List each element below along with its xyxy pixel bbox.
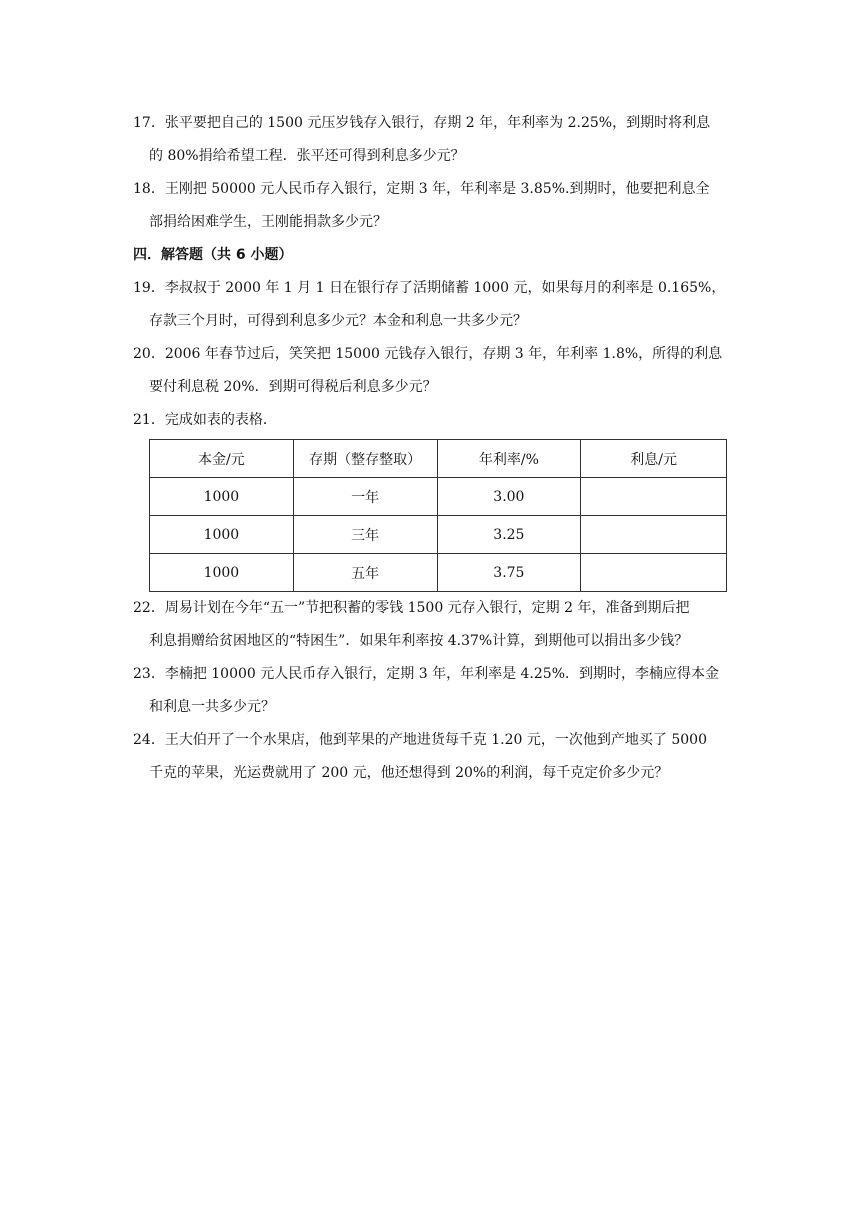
- table-header-cell: 本金/元: [150, 440, 294, 478]
- table-row: [150, 516, 727, 554]
- table-cell: 三年: [293, 516, 437, 554]
- question-20: [133, 338, 733, 404]
- question-text: 2006 年春节过后，笑笑把 15000 元钱存入银行，存期 3 年，年利率 1.8%，所得的利息: [164, 346, 723, 362]
- question-text: 周易计划在今年“五一”节把积蓄的零钱 1500 元存入银行，定期 2 年，准备到期后把: [164, 600, 690, 616]
- question-number: 17．: [133, 115, 165, 131]
- question-text-cont: 部捐给困难学生，王刚能捐款多少元？: [149, 214, 387, 230]
- question-text-cont: 和利息一共多少元？: [149, 699, 275, 715]
- question-number: 18．: [133, 181, 165, 197]
- table-header-cell: 利息/元: [581, 440, 727, 478]
- table-cell: 一年: [293, 478, 437, 516]
- question-text-cont: 千克的苹果，光运费就用了 200 元，他还想得到 20%的利润，每千克定价多少元？: [149, 765, 669, 781]
- question-number: 24．: [133, 732, 165, 748]
- question-17: [133, 107, 733, 173]
- question-text-cont: 要付利息税 20%．到期可得税后利息多少元？: [149, 379, 437, 395]
- question-text: 王大伯开了一个水果店，他到苹果的产地进货每千克 1.20 元，一次他到产地买了 5000: [164, 732, 707, 748]
- table-header-row: [150, 440, 727, 478]
- question-number: 19．: [133, 280, 165, 296]
- interest-table: [149, 439, 727, 592]
- question-text: 李叔叔于 2000 年 1 月 1 日在银行存了活期储蓄 1000 元，如果每月的利率是 0.165%，: [164, 280, 726, 296]
- table-cell-blank: [581, 478, 727, 516]
- table-header-cell: 存期（整存整取）: [293, 440, 437, 478]
- question-24: [133, 724, 733, 790]
- question-text: 完成如表的表格．: [164, 412, 277, 428]
- table-cell: 3.00: [437, 478, 581, 516]
- table-cell: 3.25: [437, 516, 581, 554]
- table-cell-blank: [581, 516, 727, 554]
- question-text: 李楠把 10000 元人民币存入银行，定期 3 年，年利率是 4.25%．到期时，李楠应得本金: [164, 666, 719, 682]
- question-number: 20．: [133, 346, 165, 362]
- question-21: [133, 404, 733, 437]
- table-cell: 五年: [293, 554, 437, 592]
- table-header-cell: 年利率/%: [437, 440, 581, 478]
- section-title: 四．解答题（共 6 小题）: [133, 247, 293, 263]
- question-text-cont: 的 80%捐给希望工程．张平还可得到利息多少元？: [149, 148, 465, 164]
- question-19: [133, 272, 733, 338]
- question-number: 23．: [133, 666, 165, 682]
- table-cell: 1000: [150, 516, 294, 554]
- question-text-cont: 利息捐赠给贫困地区的“特困生”．如果年利率按 4.37%计算，到期他可以捐出多少钱？: [149, 633, 689, 649]
- table-row: [150, 478, 727, 516]
- question-text: 张平要把自己的 1500 元压岁钱存入银行，存期 2 年，年利率为 2.25%，到期时将利息: [164, 115, 711, 131]
- question-number: 21．: [133, 412, 165, 428]
- table-cell: 3.75: [437, 554, 581, 592]
- question-22: [133, 592, 733, 658]
- question-text: 王刚把 50000 元人民币存入银行，定期 3 年，年利率是 3.85%.到期时，他要把利息全: [164, 181, 710, 197]
- question-text-cont: 存款三个月时，可得到利息多少元？本金和利息一共多少元？: [149, 313, 527, 329]
- table-cell: 1000: [150, 554, 294, 592]
- question-number: 22．: [133, 600, 165, 616]
- table-cell: 1000: [150, 478, 294, 516]
- table-row: [150, 554, 727, 592]
- table-cell-blank: [581, 554, 727, 592]
- question-18: [133, 173, 733, 239]
- page-content: [133, 107, 733, 790]
- question-23: [133, 658, 733, 724]
